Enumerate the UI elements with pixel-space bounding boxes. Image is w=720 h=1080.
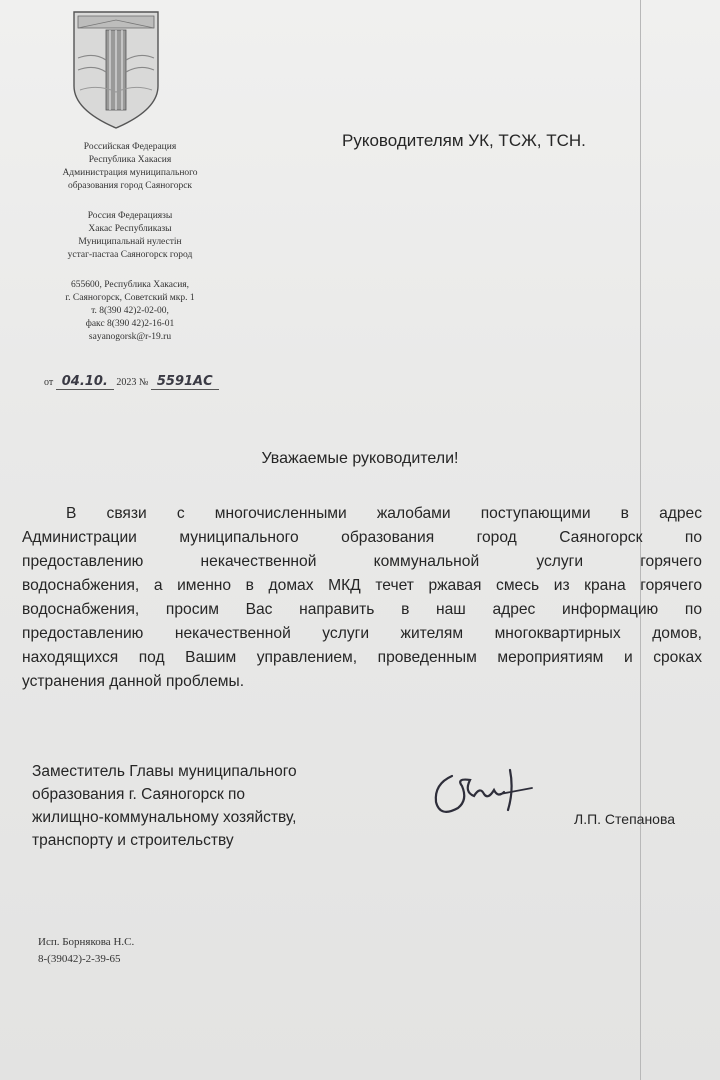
body-line: водоснабжения, просим Вас направить в наш адрес информацию по <box>22 601 702 618</box>
body-line: Администрации муниципального образования город Саяногорск по <box>22 529 702 546</box>
handwritten-signature-icon <box>428 762 548 824</box>
reg-date: 04.10. <box>56 374 114 390</box>
sender-russian-block: Российская Федерация Республика Хакасия Администрация муниципального образования город Саяногорск <box>62 142 198 191</box>
reg-year: 2023 <box>116 377 137 388</box>
reg-prefix: от <box>44 377 54 388</box>
greeting: Уважаемые руководители! <box>261 450 459 467</box>
body-line: устранения данной проблемы. <box>22 673 245 690</box>
reg-number-label: № <box>138 377 149 388</box>
coat-of-arms-icon <box>68 6 164 132</box>
body-line: предоставлению некачественной услуги жителям многоквартирных домов, <box>22 625 702 642</box>
sender-contacts: 655600, Республика Хакасия, г. Саяногорск, Советский мкр. 1 т. 8(390 42)2-02-00, факс 8(390 42)2-16-01 sayanogorsk@r-19.ru <box>65 280 195 342</box>
body-line: В связи с многочисленными жалобами поступающими в адрес <box>66 505 702 522</box>
executor-name: Исп. Борнякова Н.С. <box>38 936 135 948</box>
reg-number: 5591АС <box>151 374 219 390</box>
executor-block <box>38 934 134 968</box>
body-line: водоснабжения, а именно в домах МКД течет ржавая смесь из крана горячего <box>22 577 702 594</box>
addressee: Руководителям УК, ТСЖ, ТСН. <box>342 131 586 150</box>
signer-name: Л.П. Степанова <box>574 811 676 827</box>
body-line: предоставлению некачественной коммунальной услуги горячего <box>22 553 702 570</box>
body-line: находящихся под Вашим управлением, проведенным мероприятиям и сроках <box>22 649 702 666</box>
signer-position: Заместитель Главы муниципального образования г. Саяногорск по жилищно-коммунальному хозяйству, транспорту и строительству <box>32 763 297 849</box>
executor-phone: 8-(39042)-2-39-65 <box>38 953 121 965</box>
sender-khakas-block: Россия Федерациязы Хакас Республиказы Муниципальнай нулестiн устаг-пастаа Саяногорск город <box>67 211 193 260</box>
registration-line <box>44 374 219 390</box>
letter-body <box>22 502 702 694</box>
